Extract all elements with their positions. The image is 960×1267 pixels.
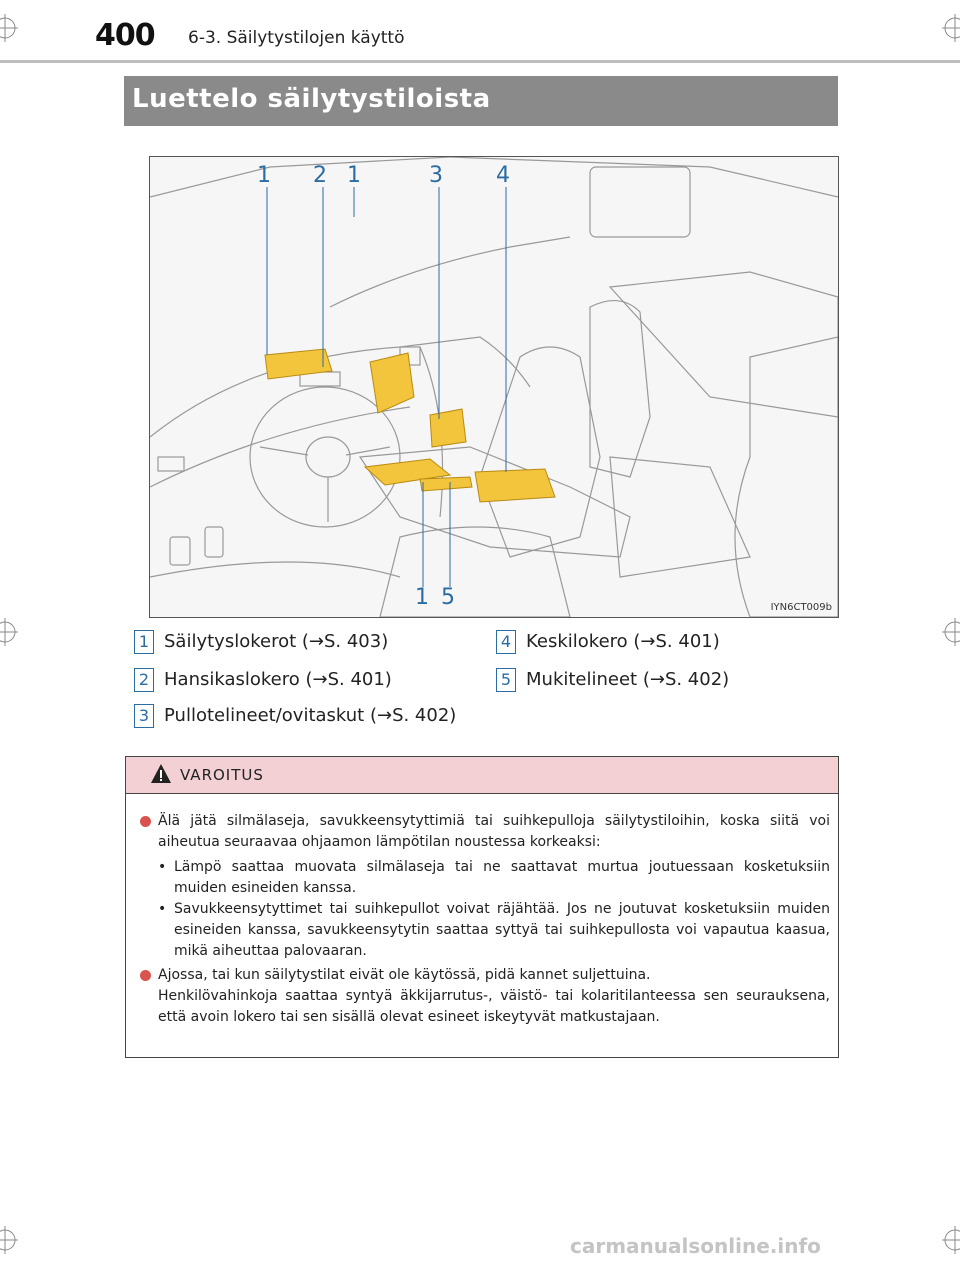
highlight-center-box: [475, 469, 555, 502]
warning-subitem: [140, 899, 830, 962]
warning-header: [126, 757, 838, 794]
warning-body: [140, 811, 830, 1031]
legend-item: [496, 630, 720, 654]
legend-text: Keskilokero (→S. 401): [526, 631, 720, 652]
warning-triangle-icon: [150, 763, 172, 785]
warning-subtext: Savukkeensytyttimet tai suihkepullot voivat räjähtää. Jos ne joutuvat kosketuksiin muiden esineiden kanssa, savukkeensytytin saattaa syttyä tai suihkepullosta voi vapautua kaasua, mikä aiheuttaa palovaaran.: [174, 901, 830, 959]
highlight-glovebox: [370, 353, 414, 413]
page-header: [0, 0, 960, 70]
callout-top-4: 4: [496, 163, 510, 188]
legend-item: [496, 668, 729, 692]
header-divider: [0, 60, 960, 63]
legend-item: [134, 668, 392, 692]
callout-top-3: 3: [429, 163, 443, 188]
page-number: 400: [95, 18, 155, 53]
sub-bullet-icon: •: [158, 901, 167, 917]
callout-bottom-1: 1: [415, 585, 429, 610]
legend-number: 1: [134, 630, 154, 654]
page-title: Luettelo säilytystiloista: [132, 84, 491, 114]
callout-top-1b: 1: [347, 163, 361, 188]
warning-title: VAROITUS: [180, 766, 264, 784]
warning-bullet: [140, 811, 830, 853]
warning-box: [125, 756, 839, 1058]
legend-number: 5: [496, 668, 516, 692]
car-interior-drawing: [150, 157, 838, 617]
warning-subtext: Lämpö saattaa muovata silmälaseja tai ne saattavat murtua joutuessaan kosketuksiin muiden esineiden kanssa.: [174, 859, 830, 896]
warning-text: Ajossa, tai kun säilytystilat eivät ole käytössä, pidä kannet suljettuina.: [158, 967, 651, 983]
callout-top-2: 2: [313, 163, 327, 188]
legend-number: 2: [134, 668, 154, 692]
figure-code: IYN6CT009b: [770, 602, 832, 613]
sub-bullet-icon: •: [158, 859, 167, 875]
legend-number: 3: [134, 704, 154, 728]
watermark: carmanualsonline.info: [570, 1234, 821, 1258]
legend-text: Pullotelineet/ovitaskut (→S. 402): [164, 705, 457, 726]
highlight-upper-tray: [265, 349, 332, 379]
legend-text: Hansikaslokero (→S. 401): [164, 669, 392, 690]
bullet-dot-icon: [140, 970, 151, 981]
callout-top-1a: 1: [257, 163, 271, 188]
callout-bottom-5: 5: [441, 585, 455, 610]
warning-text: Henkilövahinkoja saattaa syntyä äkkijarrutus-, väistö- tai kolaritilanteessa sen seurauksena, että avoin lokero tai sen sisällä olevat esineet iskeytyvät matkustajaan.: [158, 988, 830, 1025]
legend-item: [134, 704, 456, 728]
legend-item: [134, 630, 388, 654]
warning-subitem: [140, 857, 830, 899]
warning-text: Älä jätä silmälaseja, savukkeensytyttimiä tai suihkepulloja säilytystiloihin, koska siitä voi aiheutua seuraavaa ohjaamon lämpötilan noustessa korkeaksi:: [158, 813, 830, 850]
bullet-dot-icon: [140, 816, 151, 827]
legend-text: Säilytyslokerot (→S. 403): [164, 631, 389, 652]
section-title: 6-3. Säilytystilojen käyttö: [188, 28, 405, 48]
warning-bullet: [140, 965, 830, 1028]
interior-illustration: [149, 156, 839, 618]
legend-text: Mukitelineet (→S. 402): [526, 669, 730, 690]
legend-number: 4: [496, 630, 516, 654]
highlight-door-pocket: [430, 409, 466, 447]
highlight-cup-holder: [420, 477, 472, 491]
